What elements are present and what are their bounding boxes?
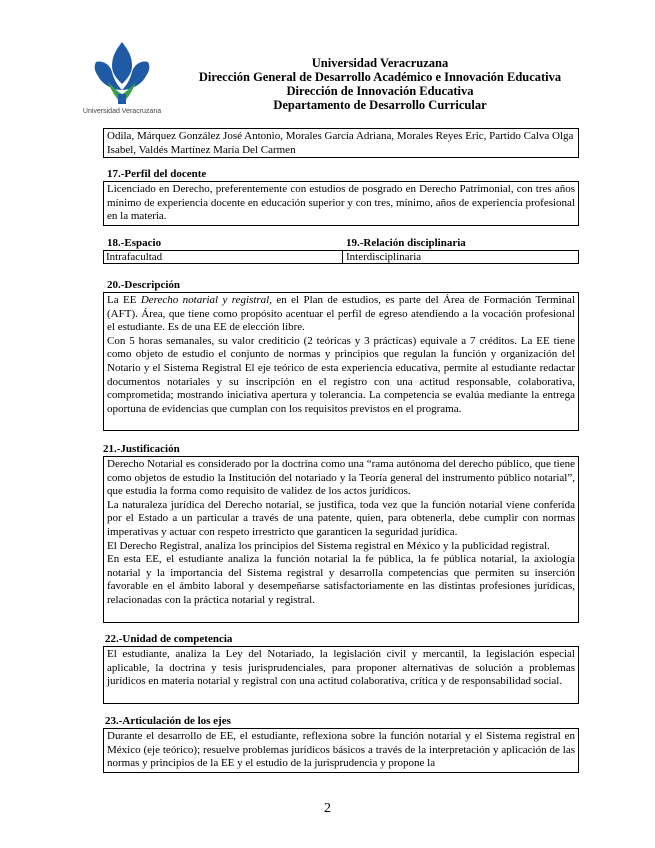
competencia-box <box>103 646 579 704</box>
justificacion-title: 21.-Justificación <box>103 443 180 455</box>
university-logo <box>72 38 172 118</box>
relacion-title: 19.-Relación disciplinaria <box>346 237 466 249</box>
document-header <box>160 56 600 112</box>
espacio-value: Intrafacultad <box>106 251 163 263</box>
perfil-title: 17.-Perfil del docente <box>107 168 207 180</box>
descripcion-p1-end: , en el Plan de estudios, es parte del Área de Formación Terminal (AFT). Área, que tiene como propósito acentuar el perfil de egreso atendiendo a la vocación profesional el estudiante. Es de una EE de elección libre. <box>107 294 575 334</box>
authors-text: Odila, Márquez González José Antonio, Morales García Adriana, Morales Reyes Eric, Partido Calva Olga Isabel, Valdés Martínez María Del Carmen <box>107 130 574 156</box>
header-line-4: Departamento de Desarrollo Curricular <box>273 98 487 112</box>
header-line-2: Dirección General de Desarrollo Académico e Innovación Educativa <box>198 70 562 84</box>
articulacion-text: Durante el desarrollo de EE, el estudiante, reflexiona sobre la función notarial y el Sistema registral en México (eje teórico); resuelve problemas jurídicos básicos a través de la interpretación y aplicación de las normas y principios de la EE y el estudio de la jurisprudencia y propone la <box>107 730 575 770</box>
espacio-title: 18.-Espacio <box>107 237 162 249</box>
justificacion-paragraph-4: En esta EE, el estudiante analiza la función notarial la fe pública, la fe pública notarial, la axiología notarial y la importancia del Sistema registral y desarrolla competencias que permiten su inserción favorable en el ámbito laboral y desempeñarse satisfactoriamente en las distintas profesiones jurídicas, relacionadas con la práctica notarial y registral. <box>107 553 575 606</box>
descripcion-title: 20.-Descripción <box>107 279 181 291</box>
page-number: 2 <box>324 801 331 816</box>
course-name: Derecho notarial y registral <box>140 294 270 306</box>
justificacion-paragraph-2: La naturaleza jurídica del Derecho notarial, se justifica, toda vez que la función notarial viene conferida por el Estado a un particular a través de una patente, quien, para obtenerla, debe cumplir con normas imperativas y actuar con respeto irrestricto que garanticen la seguridad jurídica. <box>107 498 575 538</box>
relacion-value: Interdisciplinaria <box>346 251 422 263</box>
header-line-1: Universidad Veracruzana <box>311 56 449 70</box>
header-line-3: Dirección de Innovación Educativa <box>286 84 474 98</box>
descripcion-paragraph-2: Con 5 horas semanales, su valor crediticio (2 teóricas y 3 prácticas) equivale a 7 créditos. La EE tiene como objeto de estudio el conjunto de normas y principios que regulan la función y organización del Notario y el Sistema Registral El eje teórico de esta experiencia educativa, permite al estudiante redactar documentos notariales y su inscripción en el registro con una actitud responsable, colaborativa, comprometida; mostrando iniciativa apertura y tolerancia. La competencia se evalúa mediante la entrega oportuna de evidencias que cumplan con los requisitos previstos en el programa. <box>107 334 575 415</box>
espacio-relacion-row <box>103 250 579 264</box>
descripcion-p1-start: La EE <box>107 294 141 306</box>
perfil-box <box>103 181 579 226</box>
justificacion-paragraph-3: El Derecho Registral, analiza los principios del Sistema registral en México y la publicidad registral. <box>107 539 550 552</box>
descripcion-paragraph-1 <box>107 294 575 335</box>
column-divider <box>342 251 343 263</box>
logo-caption: Universidad Veracruzana <box>82 108 162 115</box>
descripcion-box <box>103 292 579 431</box>
justificacion-paragraph-1: Derecho Notarial es considerado por la doctrina como una “rama autónoma del derecho público, que tiene como objetos de estudio la Institución del notariado y la Teoría general del instrumento público notarial”, que estudia la forma como requisito de validez de los actos jurídicos. <box>107 458 575 498</box>
perfil-text: Licenciado en Derecho, preferentemente con estudios de posgrado en Derecho Patrimonial, con tres años mínimo de experiencia docente en educación superior y con tres, mínimo, años de experiencia profesional en la materia. <box>107 183 575 223</box>
justificacion-box <box>103 456 579 623</box>
authors-box <box>103 128 579 158</box>
articulacion-box <box>103 728 579 773</box>
competencia-text: El estudiante, analiza la Ley del Notariado, la legislación civil y mercantil, la legislación especial aplicable, la doctrina y tesis jurisprudenciales, para proponer alternativas de solución a problemas jurídicos en materia notarial y registral con una actitud colaborativa, crítica y de responsabilidad social. <box>107 648 575 688</box>
competencia-title: 22.-Unidad de competencia <box>105 633 233 645</box>
articulacion-title: 23.-Articulación de los ejes <box>105 715 231 727</box>
